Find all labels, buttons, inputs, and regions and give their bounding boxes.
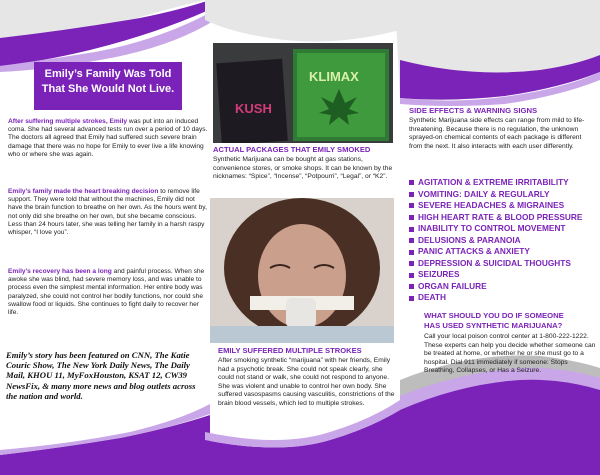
bullet-square-icon (409, 227, 414, 232)
left-paragraph-2-lead: Emily’s family made the heart breaking decision (8, 188, 159, 195)
effect-item: SEVERE HEADACHES & MIGRAINES (409, 200, 599, 212)
effect-item: SEIZURES (409, 269, 599, 281)
patient-photo (210, 198, 394, 343)
klimax-package-label: KLIMAX (309, 69, 359, 84)
bullet-square-icon (409, 284, 414, 289)
bullet-square-icon (409, 215, 414, 220)
bullet-square-icon (409, 180, 414, 185)
effect-item: DEATH (409, 292, 599, 304)
bullet-square-icon (409, 261, 414, 266)
effect-item: ORGAN FAILURE (409, 281, 599, 293)
what-to-do-heading-line1: WHAT SHOULD YOU DO IF SOMEONE (424, 311, 564, 320)
effect-item: DELUSIONS & PARANOIA (409, 235, 599, 247)
effect-item: PANIC ATTACKS & ANXIETY (409, 246, 599, 258)
bullet-square-icon (409, 250, 414, 255)
side-effects-heading: SIDE EFFECTS & WARNING SIGNS (409, 106, 538, 115)
effect-item: DEPRESSION & SUICIDAL THOUGHTS (409, 258, 599, 270)
left-paragraph-2 (8, 188, 208, 237)
what-to-do-heading-line2: HAS USED SYNTHETIC MARIJUANA? (424, 321, 563, 330)
left-paragraph-2-body: to remove life support. They were told that without the machines, Emily did not have the brain function to breathe on her own. As the hours went by, not only did she breathe on her own, but she became conscious. Less than 24 hours later, she was telling her family in a harsh raspy whisper, “I love you”. (8, 188, 207, 237)
left-title-line2: That She Would Not Live. (41, 83, 175, 95)
left-title-box (34, 62, 182, 110)
patient-illustration (210, 198, 394, 343)
left-paragraph-1-lead: After suffering multiple strokes, Emily (8, 118, 128, 125)
bullet-square-icon (409, 203, 414, 208)
effect-item: VOMITING: DAILY & REGULARLY (409, 189, 599, 201)
bullet-square-icon (409, 273, 414, 278)
kush-package-label: KUSH (235, 101, 272, 116)
strokes-text: After smoking synthetic “marijuana” with her friends, Emily had a psychotic break. She could not speak clearly, she could not stand or walk, she could not respond to anyone. She was violent and unable to control her own body. She suffered vasospasms causing vasculitis, constrictions of the brain blood vessels, which led to multiple strokes. (218, 357, 395, 407)
bullet-square-icon (409, 296, 414, 301)
left-paragraph-3-body: and painful process. When she awoke she was blind, had severe memory loss, and was unable to process even the simplest mental information. Her entire body was paralyzed, she could not control her bodily functions, nor could she swallow food or liquids. She continues to fight daily to recover her life. (8, 268, 205, 317)
side-effects-list (409, 177, 599, 304)
effect-item: INABILITY TO CONTROL MOVEMENT (409, 223, 599, 235)
effect-item: HIGH HEART RATE & BLOOD PRESSURE (409, 212, 599, 224)
side-effects-text: Synthetic Marijuana side effects can range from mild to life-threatening. Because there is no regulation, the unknown sprayed-on chemical contents of each package is different from the next. It also interacts with each user differently. (409, 117, 585, 150)
bullet-square-icon (409, 238, 414, 243)
media-featured-text: Emily’s story has been featured on CNN, The Katie Couric Show, The New York Daily News, The Daily Mail, KHOU 11, MyFoxHouston, KSAT 12, CW39 NewsFix, & many more news and blog outlets across the nation and world. (6, 350, 196, 401)
packages-photo (213, 43, 393, 143)
packages-text: Synthetic Marijuana can be bought at gas stations, convenience stores, or smoke shops. It can be known by the nicknames: “Spice”, “Incense”, “Potpourri”, “Legal”, or “K2”. (213, 156, 393, 180)
left-paragraph-3 (8, 268, 208, 317)
left-paragraph-3-lead: Emily’s recovery has been a long (8, 268, 112, 275)
left-paragraph-1-body: was put into an induced coma. She had several advanced tests run over a period of 10 days. The doctors all agreed that Emily had suffered such severe brain damage that there was no hope for Emily to ever live a life knowing who or where she was again. (8, 118, 208, 158)
strokes-heading: EMILY SUFFERED MULTIPLE STROKES (218, 346, 362, 355)
packages-heading: ACTUAL PACKAGES THAT EMILY SMOKED (213, 145, 371, 154)
bullet-square-icon (409, 192, 414, 197)
what-to-do-text: Call your local poison control center at 1-800-222-1222. These experts can help you decide whether someone can be treated at home, or whether he or she must go to a hospital. Dial 911 immediately if someone: Stops Breathing, Collapses, or Has a Seizure. (424, 333, 596, 374)
what-to-do-heading (424, 311, 564, 331)
effect-item: AGITATION & EXTREME IRRITABILITY (409, 177, 599, 189)
packages-illustration (213, 43, 393, 143)
left-title-line1: Emily’s Family Was Told (44, 68, 172, 80)
left-paragraph-1 (8, 118, 208, 159)
